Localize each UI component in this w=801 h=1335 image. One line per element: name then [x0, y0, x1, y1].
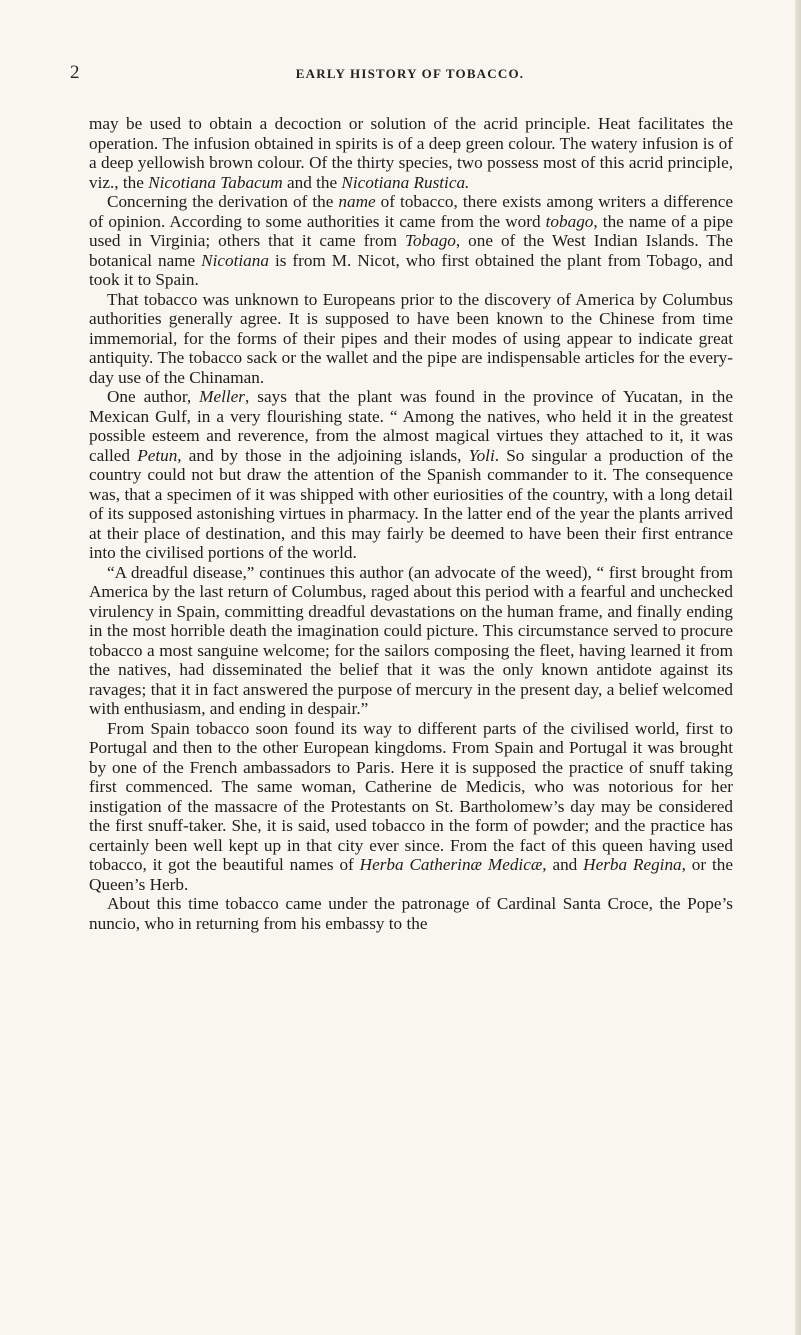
- paragraph: [89, 290, 733, 388]
- paragraph: [89, 563, 733, 719]
- italic-text: Nicotiana Rustica.: [341, 172, 470, 192]
- italic-text: name: [338, 192, 376, 211]
- italic-text: Tobago: [404, 231, 456, 250]
- text-run: , one of the West Indian Islands. The botanical name: [89, 231, 733, 270]
- text-run: About this time tobacco came under the patronage of Cardinal Santa Croce, the Pope’s nuncio, who in returning from his embassy to the: [89, 894, 733, 933]
- text-run: , the name of a pipe used in Virginia; others that it came from: [89, 211, 733, 250]
- text-run: , and: [542, 855, 584, 874]
- text-run: “A dreadful disease,” continues this author (an advocate of the weed), “ first brought from America by the last return of Columbus, raged about this period with a fearful and unchecked virulency in Spain, committing dreadful devastations on the human frame, and finally ending in the most horrible death the imagination could picture. This circumstance served to procure tobacco a most sanguine welcome; for the sailors composing the fleet, having learned it from the natives, had disseminated the belief that it was the only known antidote against its ravages; that it in fact answered the purpose of mercury in the present day, a belief welcomed with enthusiasm, and ending in despair.”: [89, 562, 733, 718]
- italic-text: tobago: [545, 211, 594, 231]
- italic-text: Meller: [199, 387, 245, 406]
- paragraph: [89, 894, 733, 933]
- text-run: , says that the plant was found in the province of Yucatan, in the Mexican Gulf, in a very flourishing state. “ Among the natives, who held it in the greatest possible esteem and reverence, from the almost magical virtues they attached to it, it was called: [89, 387, 734, 465]
- italic-text: Nicotiana Tabacum: [148, 172, 283, 192]
- page-number: 2: [70, 62, 80, 83]
- italic-text: Herba Regina: [583, 855, 682, 874]
- text-run: , or the Queen’s Herb.: [89, 855, 733, 894]
- body-text: [89, 114, 733, 933]
- paragraph: [89, 114, 733, 192]
- text-run: From Spain tobacco soon found its way to different parts of the civilised world, first to Portugal and then to the other European kingdoms. From Spain and Portugal it was brought by one of the French ambassadors to Paris. Here it is supposed the practice of snuff taking first commenced. The same woman, Catherine de Medicis, who was notorious for her instigation of the massacre of the Protestants on St. Bartholomew’s day may be considered the first snuff-taker. She, it is said, used tobacco in the form of powder; and the practice has certainly been well kept up in that city ever since. From the fact of this queen having used tobacco, it got the beautiful names of: [89, 718, 733, 874]
- italic-text: Petun: [137, 445, 178, 465]
- paragraph: [89, 387, 733, 563]
- paragraph: [89, 192, 733, 290]
- text-run: That tobacco was unknown to Europeans prior to the discovery of America by Columbus authorities generally agree. It is supposed to have been known to the Chinese from time immemorial, for the forms of their pipes and their modes of using appear to indicate great antiquity. The tobacco sack or the wallet and the pipe are indispensable articles for the every-day use of the Chinaman.: [89, 289, 733, 387]
- text-run: and the: [282, 172, 342, 192]
- page-edge-shadow: [795, 0, 801, 1335]
- italic-text: Yoli: [468, 445, 495, 465]
- text-run: of tobacco, there exists among writers a difference of opinion. According to some authorities it came from the word: [89, 192, 734, 231]
- italic-text: Herba Catherinæ Medicæ: [359, 855, 543, 874]
- text-run: may be used to obtain a decoction or solution of the acrid principle. Heat facilitates the operation. The infusion obtained in spirits is of a deep green colour. The watery infusion is of a deep yellowish brown colour. Of the thirty species, two possess most of this acrid principle, viz., the: [89, 114, 733, 192]
- text-run: is from M. Nicot, who first obtained the plant from Tobago, and took it to Spain.: [89, 250, 733, 289]
- text-run: , and by those in the adjoining islands,: [177, 445, 469, 465]
- text-run: Concerning the derivation of the: [107, 192, 339, 211]
- text-run: . So singular a production of the country could not but draw the attention of the Spanish commander to it. The consequence was, that a specimen of it was shipped with other euriosities of the country, with a long detail of its supposed astonishing virtues in pharmacy. In the latter end of the year the plants arrived at their place of destination, and this may fairly be deemed to have been their first entrance into the civilised portions of the world.: [89, 445, 733, 562]
- page-header: [70, 62, 750, 84]
- running-head: EARLY HISTORY OF TOBACCO.: [295, 66, 525, 81]
- paragraph: [89, 719, 733, 895]
- italic-text: Nicotiana: [201, 250, 269, 270]
- text-run: One author,: [107, 387, 200, 406]
